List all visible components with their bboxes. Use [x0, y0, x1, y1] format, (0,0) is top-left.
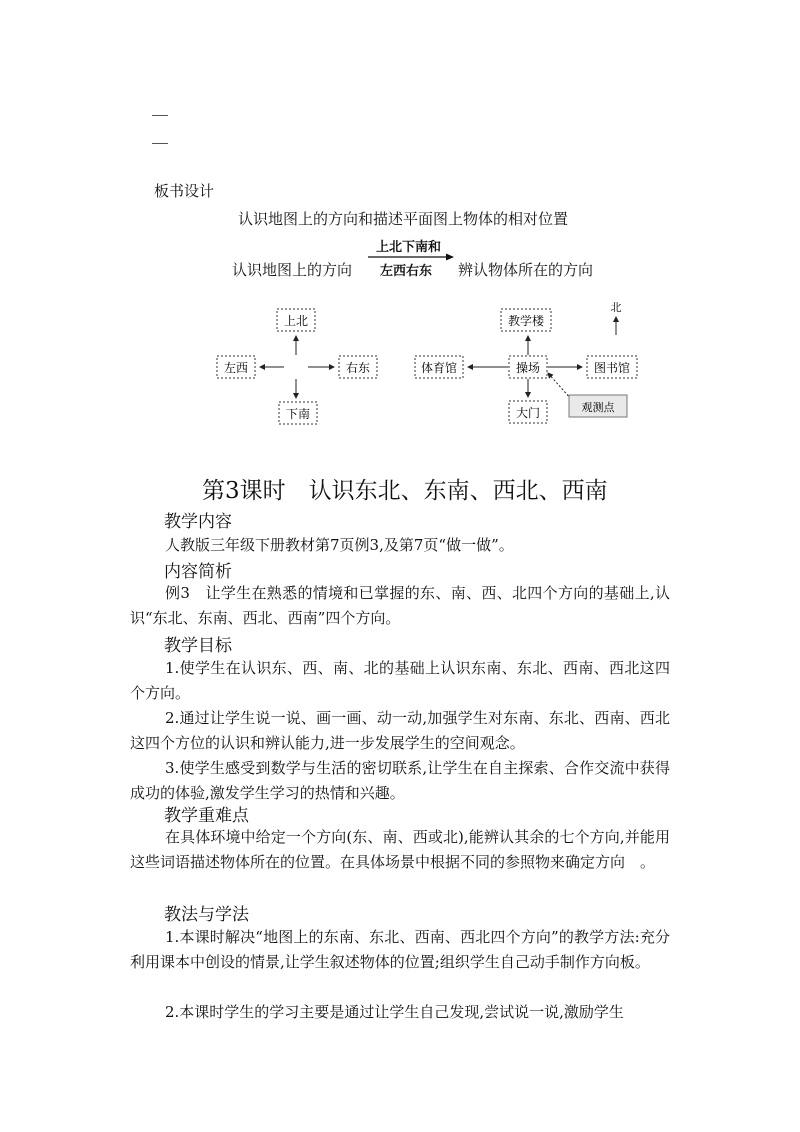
board-right-phrase: 辨认物体所在的方向 [458, 261, 594, 279]
board-title: 认识地图上的方向和描述平面图上物体的相对位置 [238, 210, 569, 228]
north-label: 北 [610, 301, 622, 314]
observer-pointer [548, 373, 571, 399]
label-observer: 观测点 [581, 401, 615, 414]
section-text-analysis: 例3 让学生在熟悉的情境和已掌握的东、南、西、北四个方向的基础上,认识“东北、东南、西北、西南”四个方向。 [130, 584, 670, 627]
campus-map-diagram [405, 295, 665, 435]
label-library: 图书馆 [593, 361, 631, 375]
section-text-key-points: 在具体环境中给定一个方向(东、南、西或北),能辨认其余的七个方向,并能用这些词语描述物体所在的位置。在具体场景中根据不同的参照物来确定方向 。 [130, 828, 670, 871]
section-heading-key-points: 教学重难点 [164, 806, 249, 826]
section-text-content: 人教版三年级下册教材第7页例3,及第7页“做一做”。 [165, 536, 514, 554]
label-left-west: 左西 [223, 361, 249, 375]
section-heading-analysis: 内容简析 [164, 562, 232, 582]
label-gate: 大门 [515, 406, 541, 420]
section-heading-content: 教学内容 [164, 512, 232, 532]
section-heading-goals: 教学目标 [164, 636, 232, 656]
label-down-south: 下南 [285, 407, 311, 421]
board-left-phrase: 认识地图上的方向 [232, 261, 353, 279]
top-dash-1 [152, 115, 168, 116]
board-heading: 板书设计 [154, 182, 215, 200]
goal-paragraph-1: 1.使学生在认识东、西、南、北的基础上认识东南、东北、西南、西北这四个方向。 [130, 659, 670, 702]
direction-diagram-left [200, 295, 371, 435]
top-dash-2 [152, 143, 168, 144]
method-paragraph-2: 2.本课时学生的学习主要是通过让学生自己发现,尝试说一说,激励学生 [165, 1003, 624, 1021]
label-teaching-building: 教学楼 [507, 314, 545, 328]
section-heading-methods: 教法与学法 [164, 905, 249, 925]
board-arrow-top: 上北下南和 [376, 240, 442, 255]
label-up-north: 上北 [283, 314, 309, 328]
goal-paragraph-2: 2.通过让学生说一说、画一画、动一动,加强学生对东南、东北、西南、西北这四个方位的认识和辨认能力,进一步发展学生的空间观念。 [130, 709, 670, 752]
method-paragraph-1: 1.本课时解决“地图上的东南、东北、西南、西北四个方向”的教学方法:充分利用课本中创设的情景,让学生叙述物体的位置;组织学生自己动手制作方向板。 [130, 928, 670, 971]
label-playground: 操场 [515, 361, 541, 375]
goal-paragraph-3: 3.使学生感受到数学与生活的密切联系,让学生在自主探索、合作交流中获得成功的体验,激发学生学习的热情和兴趣。 [130, 759, 670, 802]
label-right-east: 右东 [345, 361, 371, 375]
board-arrow-bottom: 左西右东 [380, 264, 433, 279]
label-gym: 体育馆 [420, 361, 458, 375]
lesson-title: 第3课时 认识东北、东南、西北、西南 [202, 478, 608, 504]
